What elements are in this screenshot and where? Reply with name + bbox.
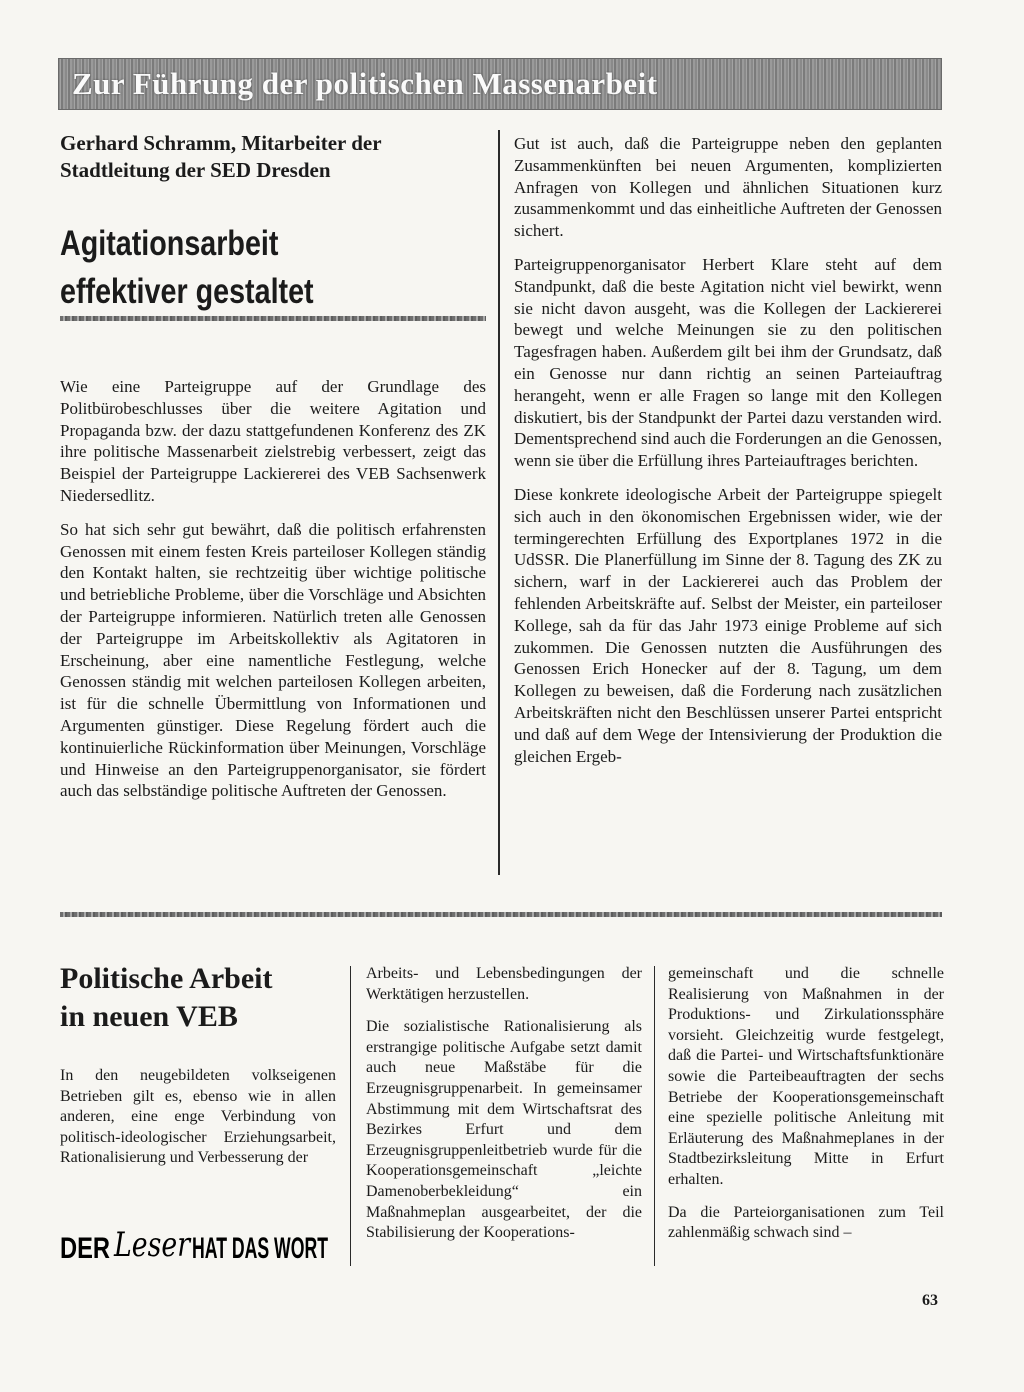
paragraph: So hat sich sehr gut bewährt, daß die politisch erfahrensten Genossen mit einem festen Kreis parteiloser Kollegen ständig den Kontakt halten, sie rechtzeitig über wichtige politische und betriebliche Probleme, über die Vorschläge und Absichten der Parteigruppe informieren. Natürlich treten alle Genossen der Parteigruppe im Arbeitskollektiv als Agitatoren in Erscheinung, aber eine namentliche Festlegung, welche Genossen ständig mit welchen parteilosen Kollegen arbeiten, ist für die schnelle Übermittlung von Informationen und Argumenten günstiger. Diese Regelung fördert auch die kontinuierliche Rückinformation über Meinungen, Vorschläge und Hinweise an den Parteigruppenorganisator, sie fördert auch das selbständige politische Auftreten der Genossen.: [60, 519, 486, 801]
column-divider: [654, 966, 655, 1266]
logo-hat-das-wort: HAT DAS WORT: [192, 1232, 328, 1265]
article1-left-column: [60, 376, 486, 814]
column-divider: [350, 966, 351, 1266]
paragraph: Da die Parteiorganisationen zum Teil zahlenmäßig schwach sind –: [668, 1203, 944, 1242]
paragraph: Arbeits- und Lebensbedingungen der Werktätigen herzustellen.: [366, 965, 642, 1003]
headline-line-2: effektiver gestaltet: [60, 272, 314, 311]
section-header-title: Zur Führung der politischen Massenarbeit: [72, 66, 658, 101]
article2-column-3: [668, 964, 944, 1256]
paragraph: gemeinschaft und die schnelle Realisierung von Maßnahmen in der Produktions- und Zirkulationssphäre vorsieht. Gleichzeitig wurde festgelegt, daß die Partei- und Wirtschaftsfunktionäre sowie die Parteibeauftragten der sechs Betriebe der Kooperationsgemeinschaft eine spezielle politische Anleitung mit Erläuterung des Maßnahmeplanes in der Stadtbezirksleitung Mitte in Erfurt erhalten.: [668, 965, 944, 1188]
paragraph: Diese konkrete ideologische Arbeit der Parteigruppe spiegelt sich auch in den ökonomischen Ergebnissen wider, wie der termingerechten Erfüllung des Exportplanes 1972 in die UdSSR. Die Planerfüllung im Sinne der 8. Tagung des ZK zu sichern, warf in der Lackiererei auch das Problem der fehlenden Arbeitskräfte auf. Selbst der Meister, ein parteiloser Kollege, sah da für das Jahr 1973 einige Probleme auf sich zukommen. Die Genossen nutzten die Ausführungen des Genossen Erich Honecker auf der 8. Tagung, um dem Kollegen zu beweisen, daß die Forderung nach zusätzlichen Arbeitskräften nicht den Beschlüssen unserer Partei entspricht und daß auf dem Wege der Intensivierung der Produktion die gleichen Ergeb-: [514, 484, 942, 766]
paragraph: In den neugebildeten volkseigenen Betrieben gilt es, ebenso wie in allen anderen, eine enge Verbindung von politisch-ideologischer Erziehungsarbeit, Rationalisierung und Verbesserung der: [60, 1067, 336, 1167]
headline-rule: [60, 316, 486, 321]
page-number: 63: [922, 1292, 938, 1309]
paragraph: Wie eine Parteigruppe auf der Grundlage des Politbürobeschlusses über die weitere Agitation und Propaganda bzw. der dazu stattgefundenen Konferenz des ZK ihre politische Massenarbeit zielstrebig verbessert, zeigt das Beispiel der Parteigruppe Lackiererei des VEB Sachsenwerk Niedersedlitz.: [60, 377, 486, 505]
logo-script-word: Leser: [113, 1225, 192, 1265]
column-divider: [498, 130, 500, 875]
article1-right-column: [514, 133, 942, 779]
article2-column-2: [366, 964, 642, 1256]
article-author: Gerhard Schramm, Mitarbeiter der Stadtleitung der SED Dresden: [60, 131, 382, 182]
section-divider-rule: [60, 912, 942, 917]
logo-der: DER: [60, 1232, 111, 1265]
article2-headline: [60, 960, 350, 1036]
paragraph: Parteigruppenorganisator Herbert Klare steht auf dem Standpunkt, daß die beste Agitation nicht viel bewirkt, wenn sie nicht davon ausgeht, was die Kollegen der Lackiererei bewegt und welche Meinungen sie zu den politischen Tagesfragen haben. Außerdem gilt bei ihm der Grundsatz, daß ein Genosse nur dann richtig an seinen Parteiauftrag herangeht, wenn er alle Fragen so lange mit den Kollegen diskutiert, bis der Standpunkt der Partei dazu verstanden wird. Dementsprechend sind auch die Forderungen an die Genossen, wenn sie über die Erfüllung ihres Parteiauftrages berichten.: [514, 254, 942, 471]
reader-letters-logo: [60, 1222, 330, 1268]
headline-line-1: Politische Arbeit: [60, 962, 273, 995]
paragraph: Gut ist auch, daß die Parteigruppe neben den geplanten Zusammenkünften bei neuen Argumenten, komplizierten Anfragen von Kollegen und ähnlichen Situationen kurz zusammenkommt und das einheitliche Auftreten der Genossen sichert.: [514, 134, 942, 241]
article2-column-1: [60, 1066, 336, 1181]
section-header-banner: [58, 58, 942, 110]
reader-logo-graphic: [60, 1222, 330, 1268]
paragraph: Die sozialistische Rationalisierung als erstrangige politische Aufgabe setzt damit auch neue Maßstäbe für die Erzeugnisgruppenarbeit. In gemeinsamer Abstimmung mit dem Wirtschaftsrat des Bezirkes Erfurt und dem Erzeugnisgruppenleitbetrieb wurde für die Kooperationsgemeinschaft „leichte Damenoberbekleidung“ ein Maßnahmeplan ausgearbeitet, der die Stabilisierung der Kooperations-: [366, 1018, 642, 1242]
headline-line-2: in neuen VEB: [60, 1000, 238, 1033]
article-headline: [60, 220, 413, 316]
headline-line-1: Agitationsarbeit: [60, 224, 279, 263]
